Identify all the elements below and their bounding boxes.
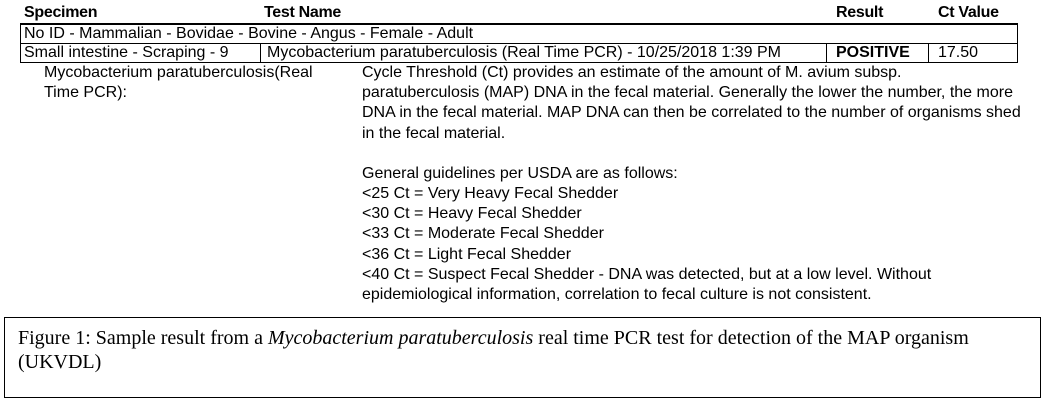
caption-prefix: Figure 1: Sample result from a: [18, 327, 268, 349]
caption-organism-name: Mycobacterium paratuberculosis: [267, 327, 534, 349]
row-divider: [928, 43, 929, 63]
specimen-column-header: Specimen: [24, 4, 98, 21]
ct-value-cell: 17.50: [938, 44, 979, 61]
guideline-item: <36 Ct = Light Fecal Shedder: [362, 245, 572, 263]
result-cell: POSITIVE: [836, 44, 910, 61]
specimen-cell: Small intestine - Scraping - 9: [24, 44, 229, 61]
guideline-item: <33 Ct = Moderate Fecal Shedder: [362, 225, 604, 243]
interpretation-comment: [362, 63, 1022, 305]
comment-label-line: Time PCR):: [44, 84, 127, 101]
comment-label-line: Mycobacterium paratuberculosis(Real: [44, 64, 313, 81]
figure-caption: [18, 326, 1028, 374]
guidelines-intro: General guidelines per USDA are as follows:: [362, 164, 678, 182]
row-divider: [826, 43, 827, 63]
test-cell: Mycobacterium paratuberculosis (Real Time PCR) - 10/25/2018 1:39 PM: [267, 44, 781, 61]
row-divider: [260, 43, 261, 63]
animal-id-text: No ID - Mammalian - Bovidae - Bovine - Angus - Female - Adult: [24, 25, 474, 42]
caption-suffix: real time PCR test for detection of the MAP organism (UKVDL): [18, 327, 969, 373]
ct-explanation-paragraph: Cycle Threshold (Ct) provides an estimate of the amount of M. avium subsp. paratuberculosis (MAP) DNA in the fecal material. Generally the lower the number, the more DNA in the fecal material. MAP DNA can then be correlated to the number of organisms shed in the fecal material.: [362, 64, 1021, 142]
guideline-item: <40 Ct = Suspect Fecal Shedder - DNA was detected, but at a low level. Without epidemiological information, correlation to fecal culture is not consistent.: [362, 265, 932, 304]
result-column-header: Result: [836, 4, 884, 21]
guideline-item: <30 Ct = Heavy Fecal Shedder: [362, 205, 582, 223]
test-name-column-header: Test Name: [264, 4, 342, 21]
ct-value-column-header: Ct Value: [938, 4, 999, 21]
guideline-item: <25 Ct = Very Heavy Fecal Shedder: [362, 185, 619, 203]
comment-label: [44, 63, 344, 103]
